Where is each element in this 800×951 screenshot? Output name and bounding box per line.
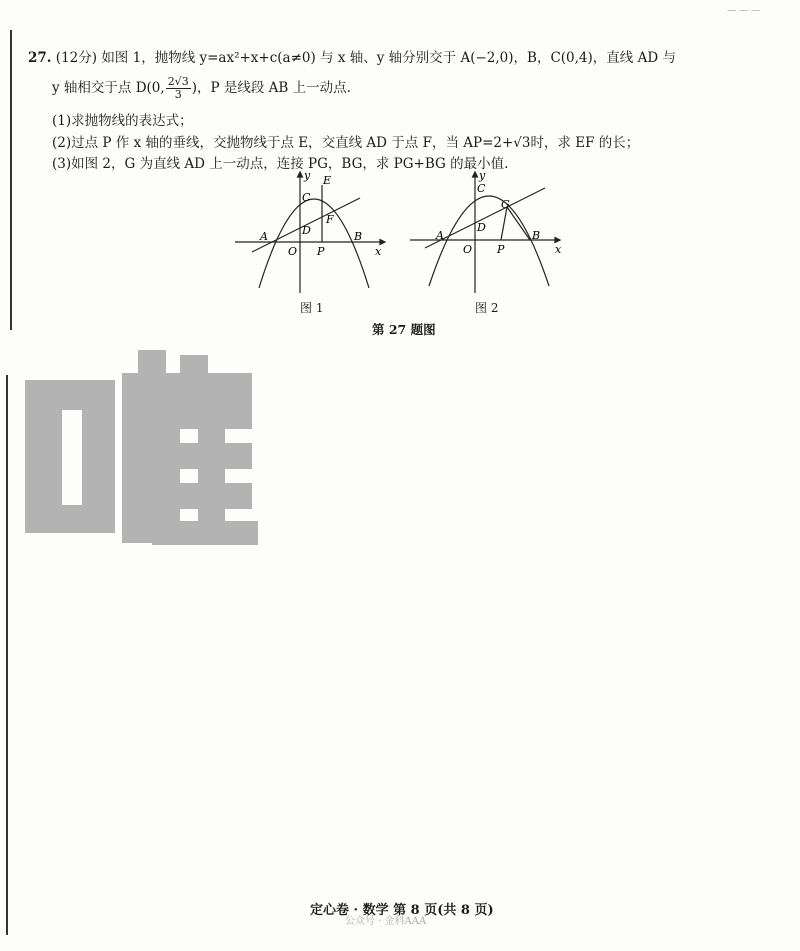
fig2-label-p: P <box>497 243 505 256</box>
logo-wei-character <box>20 345 260 555</box>
margin-line-top <box>10 30 12 330</box>
figure-title: 第 27 题图 <box>372 322 436 337</box>
problem-line-2 <box>52 76 351 101</box>
fig2-label-o: O <box>463 243 473 256</box>
fig2-label-a: A <box>436 229 444 242</box>
fig2-label-x: x <box>555 243 562 256</box>
fig1-label-x: x <box>375 245 382 258</box>
fig1-y-arrow <box>298 172 303 177</box>
problem-text-2b: )，P 是线段 AB 上一动点. <box>191 80 351 97</box>
fig1-label-d: D <box>302 224 311 237</box>
fig2-label-y: y <box>479 169 486 182</box>
problem-text-1: 如图 1，抛物线 y=ax²+x+c(a≠0) 与 x 轴、y 轴分别交于 A(−2,0)，B，C(0,4)，直线 AD 与 <box>101 50 676 66</box>
fig2-x-arrow <box>555 238 560 243</box>
question-3: (3)如图 2，G 为直线 AD 上一动点，连接 PG，BG，求 PG+BG 的最小值. <box>52 156 509 172</box>
problem-number: 27. <box>28 50 52 66</box>
fig1-x-arrow <box>380 240 385 245</box>
question-2: (2)过点 P 作 x 轴的垂线，交抛物线于点 E，交直线 AD 于点 F，当 AP=2+√3时，求 EF 的长； <box>52 135 640 151</box>
fig1-label-c: C <box>302 191 311 204</box>
fig2-label-d: D <box>477 221 486 234</box>
margin-line-bottom <box>6 375 8 935</box>
fig1-parabola <box>259 199 369 288</box>
question-1: (1)求抛物线的表达式； <box>52 113 193 129</box>
figure-2 <box>405 168 570 298</box>
fig1-label-y: y <box>304 169 311 182</box>
fig1-label-f: F <box>326 213 334 226</box>
fig1-label-a: A <box>260 230 268 243</box>
figure-2-caption: 图 2 <box>475 301 499 315</box>
fig2-label-c: C <box>477 182 486 195</box>
page-footer: 定心卷 · 数学 第 8 页(共 8 页) <box>310 903 494 918</box>
figure-1 <box>230 168 395 298</box>
fig1-label-b: B <box>354 230 363 243</box>
fig2-parabola <box>429 196 549 286</box>
fig1-label-e: E <box>323 174 332 187</box>
problem-line-1 <box>28 46 676 66</box>
figure-1-caption: 图 1 <box>300 301 324 315</box>
fraction-d <box>166 76 191 101</box>
fig2-segment-pg <box>501 207 507 240</box>
fig2-label-g: G <box>501 198 510 211</box>
problem-text-2a: y 轴相交于点 D(0, <box>52 80 165 97</box>
fig1-label-p: P <box>317 245 325 258</box>
fraction-denominator: 3 <box>174 88 182 102</box>
fig2-y-arrow <box>473 172 478 177</box>
fig2-segment-bg <box>507 207 530 240</box>
fig1-label-o: O <box>288 245 298 258</box>
fraction-numerator: 2√3 <box>167 75 189 88</box>
corner-mark: — — — <box>727 6 760 16</box>
problem-points: (12分) <box>55 50 98 66</box>
fig2-label-b: B <box>532 229 541 242</box>
watermark: 公众号 · 金科AAA <box>345 916 427 927</box>
